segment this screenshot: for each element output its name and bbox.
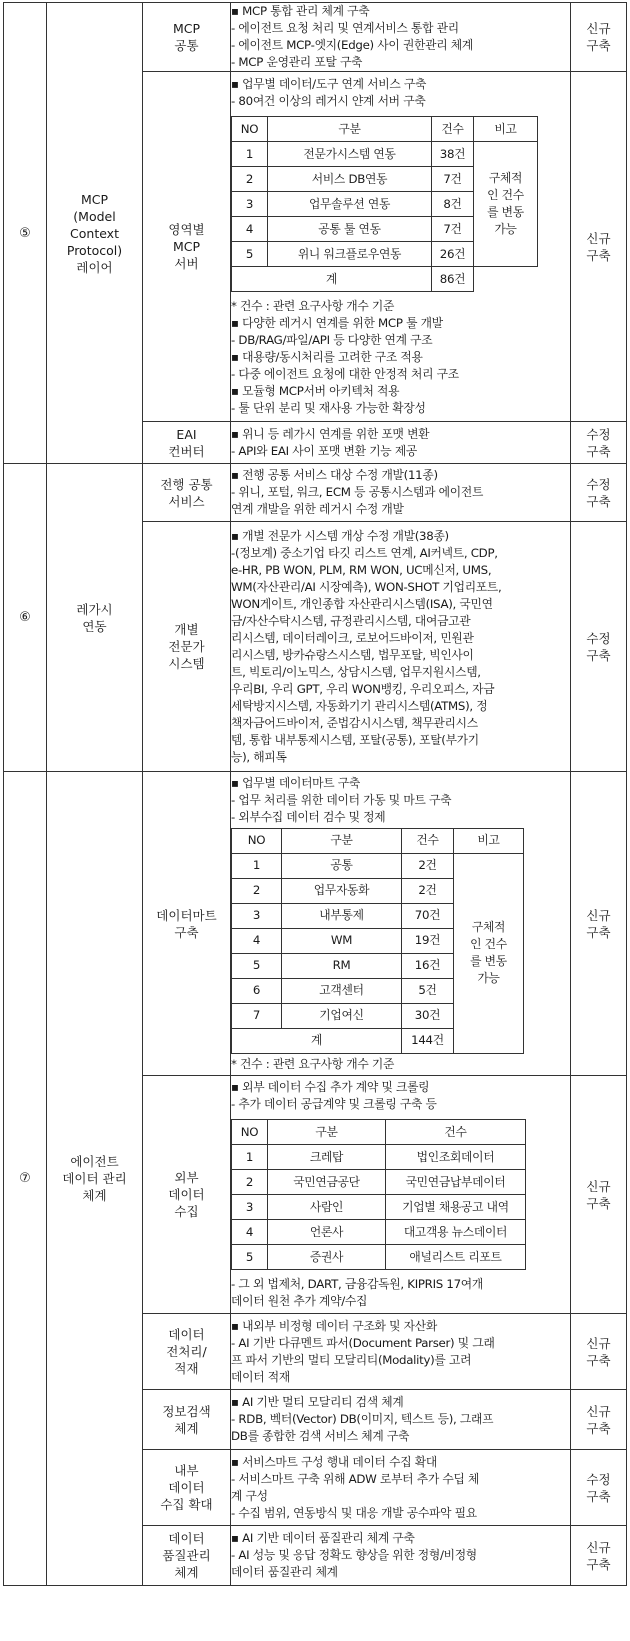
inner-row: 1 크레탑 법인조회데이터 <box>232 1145 526 1170</box>
external-data-table <box>231 1119 526 1270</box>
sub-item-cell: 개별 전문가 시스템 <box>143 522 231 772</box>
table-row <box>4 464 627 522</box>
sub-item-cell: 데이터 전처리/ 적재 <box>143 1314 231 1390</box>
description-cell: ▪ MCP 통합 관리 체계 구축 - 에이전트 요청 처리 및 연계서비스 통합 관리 - 에이전트 MCP-엣지(Edge) 사이 권한관리 체계 - MCP 운영관리 포탈 구축 <box>231 3 571 72</box>
type-cell: 신규 구축 <box>571 72 627 422</box>
inner-row: 3 업무솔루션 연동 8건 <box>232 192 538 217</box>
inner-row: 6 고객센터 5건 <box>232 978 524 1003</box>
description-cell: ▪ 내외부 비정형 데이터 구조화 및 자산화 - AI 기반 다큐멘트 파서(Document Parser) 및 그래 프 파서 기반의 멀티 모달리티(Modality)를 고려 데이터 적재 <box>231 1314 571 1390</box>
type-cell: 신규 구축 <box>571 1390 627 1450</box>
description-cell: ▪ AI 기반 데이터 품질관리 체계 구축 - AI 성능 및 응답 정확도 향상을 위한 정형/비정형 데이터 품질관리 체계 <box>231 1526 571 1586</box>
type-cell: 수정 구축 <box>571 422 627 464</box>
description-cell: ▪ 전행 공통 서비스 대상 수정 개발(11종) - 위니, 포털, 워크, ECM 등 공통시스템과 에이전트 연계 개발을 위한 레거시 수정 개발 <box>231 464 571 522</box>
description-cell: ▪ 업무별 데이터마트 구축 - 업무 처리를 위한 데이터 가동 및 마트 구축 - 외부수집 데이터 검수 및 정제 NO 구분 건수 비고 1 공통 2건 구체적 인 건수 를 변동 가능 2 업무자동화 2건 3 내부통제 70건 4 WM 19건 5 RM 16건 6 고객센터 5건 7 기업여신 30건 계 144건 * 건수 : 관련 요구사항 개수 기준 <box>231 772 571 1076</box>
inner-row: 7 기업여신 30건 <box>232 1003 524 1028</box>
sub-item-cell: 정보검색 체계 <box>143 1390 231 1450</box>
datamart-count-table <box>231 828 524 1054</box>
description-cell: ▪ 외부 데이터 수집 추가 계약 및 크롤링 - 추가 데이터 공급계약 및 크롤링 구축 등 NO 구분 건수 1 크레탑 법인조회데이터 2 국민연금공단 국민연금납부데이터 3 사람인 기업별 채용공고 내역 4 언론사 대고객용 뉴스데이터 5 증권사 애널리스트 리포트 - 그 외 법제처, DART, 금융감독원, KIPRIS 17여개 데이터 원천 추가 계약/수집 <box>231 1076 571 1314</box>
inner-row: 2 서비스 DB연동 7건 <box>232 167 538 192</box>
table-row <box>4 3 627 72</box>
inner-row: 5 증권사 애널리스트 리포트 <box>232 1245 526 1270</box>
inner-row: 3 사람인 기업별 채용공고 내역 <box>232 1195 526 1220</box>
type-cell: 신규 구축 <box>571 3 627 72</box>
sub-item-cell: 데이터 품질관리 체계 <box>143 1526 231 1586</box>
sub-item-cell: MCP 공통 <box>143 3 231 72</box>
inner-row: 5 RM 16건 <box>232 953 524 978</box>
description-cell: ▪ 업무별 데이터/도구 연계 서비스 구축 - 80여건 이상의 레거시 얀계 서버 구축 NO 구분 건수 비고 1 전문가시스템 연동 38건 구체적 인 건수 를 변동 가능 2 서비스 DB연동 7건 3 업무솔루션 연동 8건 4 공통 툴 연동 7건 5 위니 워크플로우연동 26건 계 86건 * 건수 : 관련 요구사항 개수 기준 ▪ 다양한 레거시 연계를 위한 MCP 툴 개발 - DB/RAG/파일/API 등 다양한 연계 구조 ▪ 대용량/동시처리를 고려한 구조 적용 - 다중 에이전트 요청에 대한 안정적 처리 구조 ▪ 모듈형 MCP서버 아키텍처 적용 - 툴 단위 분리 및 재사용 가능한 확장성 <box>231 72 571 422</box>
type-cell: 수정 구축 <box>571 464 627 522</box>
note-cell: 구체적 인 건수 를 변동 가능 <box>474 142 538 267</box>
inner-row: 1 전문가시스템 연동 38건 구체적 인 건수 를 변동 가능 <box>232 142 538 167</box>
area-cell: 에이전트 데이터 관리 체계 <box>47 772 143 1586</box>
inner-header-row: NO 구분 건수 비고 <box>232 117 538 142</box>
type-cell: 신규 구축 <box>571 1076 627 1314</box>
inner-row: 4 공통 툴 연동 7건 <box>232 217 538 242</box>
type-cell: 신규 구축 <box>571 1314 627 1390</box>
requirements-table <box>3 2 627 1586</box>
sub-item-cell: 외부 데이터 수집 <box>143 1076 231 1314</box>
inner-row: 2 국민연금공단 국민연금납부데이터 <box>232 1170 526 1195</box>
inner-row: 4 WM 19건 <box>232 928 524 953</box>
table-row <box>4 772 627 1076</box>
type-cell: 수정 구축 <box>571 522 627 772</box>
inner-row: 3 내부통제 70건 <box>232 903 524 928</box>
sub-item-cell: 영역별 MCP 서버 <box>143 72 231 422</box>
row-number: ⑥ <box>4 464 47 772</box>
server-count-table <box>231 116 538 292</box>
description-cell: ▪ 개별 전문가 시스템 개상 수정 개발(38종) -(정보계) 중소기업 타깃 리스트 연계, AI커넥트, CDP, e-HR, PB WON, PLM, RM WON, UC메신저, UMS, WM(자산관리/AI 시장예측), WON-SHOT 기업리포트, WON게이트, 개인종합 자산관리시스템(ISA), 국민연 금/자산수탁시스템, 규정관리시스템, 대여금고관 리시스템, 데이터레이크, 로보어드바이저, 민원관 리시스템, 방카슈랑스시스템, 법무포탈, 빅인사이 트, 빅토리/이노믹스, 상담시스템, 업무지원시스템, 우리BI, 우리 GPT, 우리 WON뱅킹, 우리오피스, 자금 세탁방지시스템, 자동화기기 관리시스템(ATMS), 정 책자금어드바이저, 준법감시시스템, 책무관리시스 템, 통합 내부통제시스템, 포탈(공통), 포탈(부가기 능), 해피톡 <box>231 522 571 772</box>
type-cell: 신규 구축 <box>571 1526 627 1586</box>
inner-header-row: NO 구분 건수 비고 <box>232 828 524 853</box>
inner-row: 5 위니 워크플로우연동 26건 <box>232 242 538 267</box>
inner-row: 1 공통 2건 구체적 인 건수 를 변동 가능 <box>232 853 524 878</box>
type-cell: 수정 구축 <box>571 1450 627 1526</box>
description-cell: ▪ 서비스마트 구성 행내 데이터 수집 확대 - 서비스마트 구축 위해 ADW 로부터 추가 수딥 체 계 구성 - 수집 범위, 연동방식 및 대응 개발 공수파악 필요 <box>231 1450 571 1526</box>
sub-item-cell: 데이터마트 구축 <box>143 772 231 1076</box>
inner-header-row: NO 구분 건수 <box>232 1120 526 1145</box>
area-cell: 레가시 연동 <box>47 464 143 772</box>
row-number: ⑦ <box>4 772 47 1586</box>
area-cell: MCP (Model Context Protocol) 레이어 <box>47 3 143 464</box>
note-cell: 구체적 인 건수 를 변동 가능 <box>454 853 524 1053</box>
inner-row: 4 언론사 대고객용 뉴스데이터 <box>232 1220 526 1245</box>
inner-row: 2 업무자동화 2건 <box>232 878 524 903</box>
description-cell: ▪ 위니 등 레가시 연계를 위한 포맷 변환 - API와 EAI 사이 포맷 변환 기능 제공 <box>231 422 571 464</box>
sub-item-cell: EAI 컨버터 <box>143 422 231 464</box>
inner-total-row: 계 86건 <box>232 267 538 292</box>
description-cell: ▪ AI 기반 멀티 모달리티 검색 체계 - RDB, 벡터(Vector) DB(이미지, 텍스트 등), 그래프 DB를 종합한 검색 서비스 체계 구축 <box>231 1390 571 1450</box>
inner-total-row: 계 144건 <box>232 1028 524 1053</box>
sub-item-cell: 내부 데이터 수집 확대 <box>143 1450 231 1526</box>
row-number: ⑤ <box>4 3 47 464</box>
type-cell: 신규 구축 <box>571 772 627 1076</box>
sub-item-cell: 전행 공통 서비스 <box>143 464 231 522</box>
